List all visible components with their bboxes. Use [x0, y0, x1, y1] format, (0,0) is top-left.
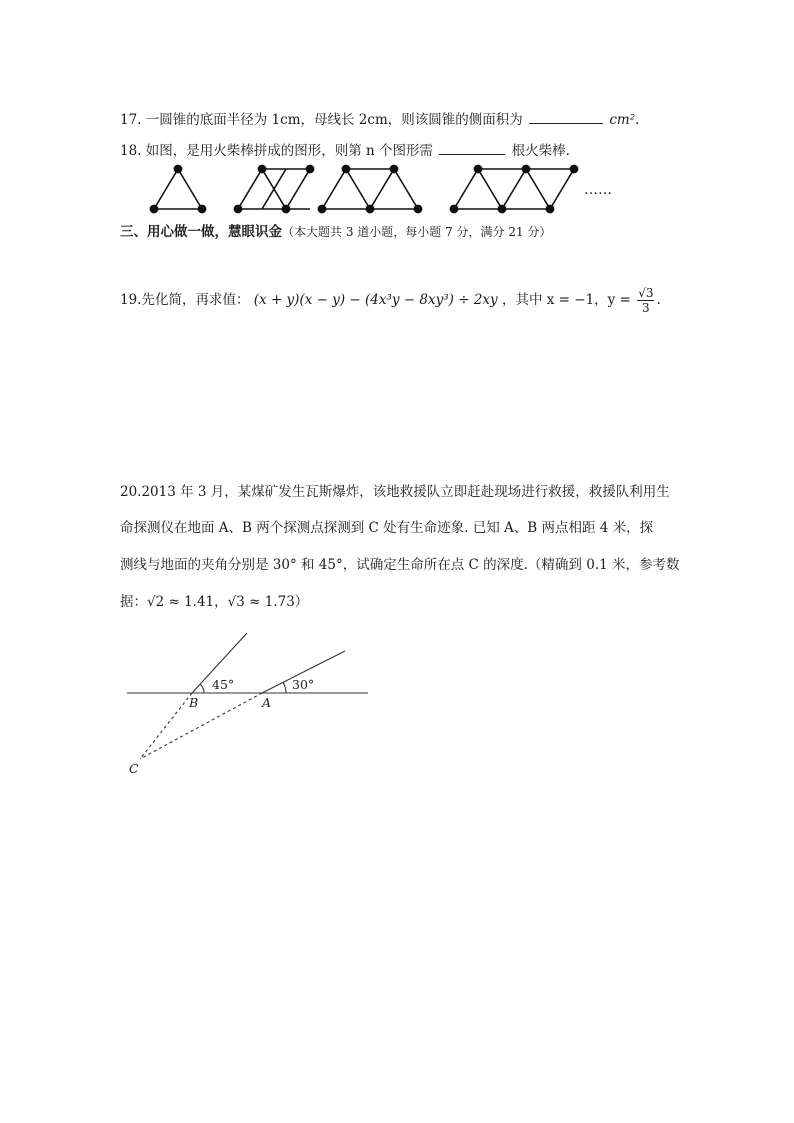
question-19 — [120, 285, 661, 315]
geometry-figure — [0, 625, 794, 785]
matchstick-figure — [0, 160, 794, 220]
matchstick-pattern-4 — [450, 165, 577, 212]
q19-frac-numerator: √3 — [638, 286, 654, 300]
q20-line-3: 测线与地面的夹角分别是 30° 和 45°，试确定生命所在点 C 的深度.（精确到 0.1 米，参考数 — [120, 557, 680, 573]
q19-prefix: 19.先化简，再求值： — [120, 292, 250, 308]
q18-text: 18. 如图，是用火柴棒拼成的图形，则第 n 个图形需 — [120, 143, 434, 159]
q20-line-4: 据：√2 ≈ 1.41，√3 ≈ 1.73） — [120, 594, 309, 610]
q17-answer-blank[interactable] — [529, 109, 603, 124]
q19-expression: (x + y)(x − y) − (4x³y − 8xy³) ÷ 2xy — [253, 292, 498, 308]
q20-line-1: 20.2013 年 3 月，某煤矿发生瓦斯爆炸，该地救援队立即赶赴现场进行救援，救援队利用生 — [120, 484, 670, 500]
q20-line-2: 命探测仪在地面 A、B 两个探测点探测到 C 处有生命迹象. 已知 A、B 两点相距 4 米，探 — [120, 520, 654, 536]
dashed-ac — [140, 693, 262, 759]
q19-condition: ，其中 x = −1，y = — [501, 292, 631, 308]
dashed-bc — [140, 693, 192, 759]
q19-end: . — [656, 292, 661, 308]
section-3-title: 三、用心做一做，慧眼识金 — [120, 224, 282, 240]
angle-arc-b — [200, 684, 204, 693]
angle-label-a: 30° — [292, 677, 315, 692]
q18-tail: 根火柴棒. — [511, 143, 570, 159]
question-17 — [120, 109, 639, 130]
matchstick-pattern-3 — [318, 165, 421, 212]
matchstick-pattern-2 — [234, 165, 313, 212]
point-b-label: B — [189, 695, 199, 710]
matchstick-pattern-1 — [150, 165, 205, 212]
section-3-heading — [120, 222, 551, 242]
question-18 — [120, 140, 570, 161]
section-3-note: （本大题共 3 道小题，每小题 7 分，满分 21 分） — [282, 225, 552, 239]
point-c-label: C — [129, 761, 139, 776]
angle-arc-a — [283, 682, 286, 693]
angle-label-b: 45° — [212, 677, 235, 692]
q17-unit: cm². — [609, 112, 640, 128]
q19-frac-denominator: 3 — [642, 301, 650, 315]
q18-ellipsis: …… — [584, 182, 612, 198]
q19-fraction — [637, 286, 654, 315]
point-a-label: A — [262, 695, 272, 710]
q18-answer-blank[interactable] — [439, 140, 505, 155]
q17-text: 17. 一圆锥的底面半径为 1cm，母线长 2cm，则该圆锥的侧面积为 — [120, 112, 523, 128]
